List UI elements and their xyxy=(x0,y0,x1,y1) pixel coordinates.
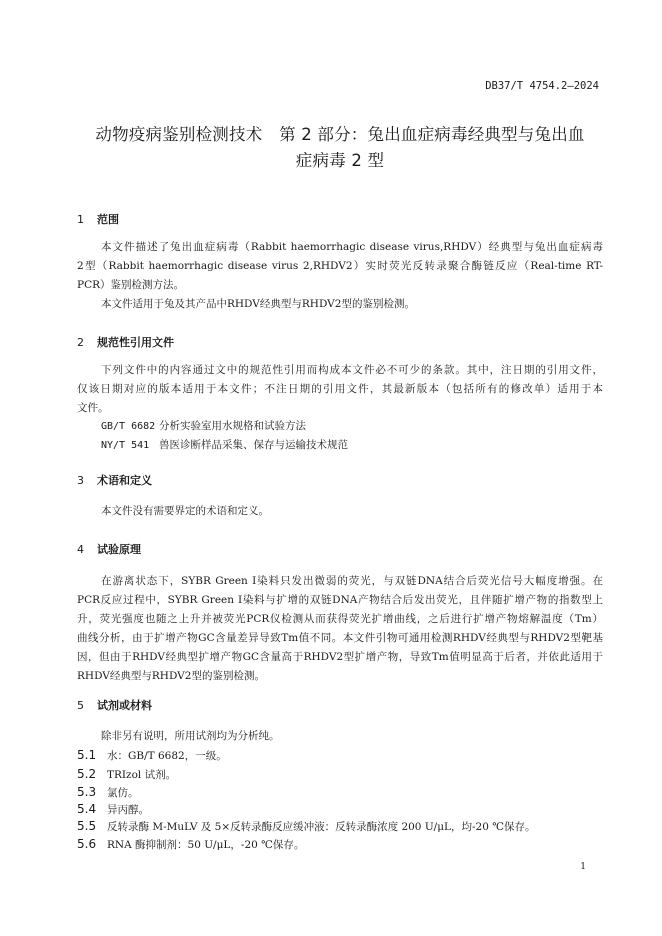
title-line-1: 动物疫病鉴别检测技术 第 2 部分：兔出血症病毒经典型与兔出血 xyxy=(95,125,585,144)
item-text: 异丙醇。 xyxy=(107,804,149,816)
paragraph-line: 下列文件中的内容通过文中的规范性引用而构成本文件必不可少的条款。其中，注日期的引用文件， xyxy=(101,364,603,376)
paragraph-line: PCR反应过程中，SYBR Green Ⅰ染料与扩增的双链DNA产物结合后发出荧光，且伴随扩增产物的指数型上 xyxy=(77,594,603,606)
reagent-item xyxy=(77,767,176,782)
section-number: 5 xyxy=(77,699,84,712)
paragraph-line: 文件。 xyxy=(77,402,109,414)
terms-paragraph xyxy=(77,502,603,521)
item-number: 5.2 xyxy=(77,767,97,781)
paragraph-line: 2型（Rabbit haemorrhagic disease virus 2,RHDV2）实时荧光反转录聚合酶链反应（Real-time RT- xyxy=(77,260,603,272)
paragraph-line: 本文件适用于兔及其产品中RHDV经典型与RHDV2型的鉴别检测。 xyxy=(101,298,415,310)
reference-title: 分析实验室用水规格和试验方法 xyxy=(159,420,306,432)
section-title: 术语和定义 xyxy=(97,474,152,487)
section-title: 试剂或材料 xyxy=(97,699,152,712)
normative-references-paragraph xyxy=(77,361,603,418)
section-2-heading xyxy=(77,334,174,350)
page-number: 1 xyxy=(580,862,586,872)
section-4-heading xyxy=(77,541,141,557)
section-number: 2 xyxy=(77,336,84,349)
reference-code: GB/T 6682 xyxy=(101,421,156,432)
reagent-item xyxy=(77,819,536,834)
reagent-item xyxy=(77,785,139,800)
section-number: 1 xyxy=(77,213,84,226)
section-title: 规范性引用文件 xyxy=(97,336,174,349)
section-title: 试验原理 xyxy=(97,543,141,556)
paragraph-line: PCR）鉴别检测方法。 xyxy=(77,279,185,291)
reference-item xyxy=(101,437,348,452)
item-text: 反转录酶 M-MuLV 及 5×反转录酶反应缓冲液：反转录酶浓度 200 U/μL，均-20 ℃保存。 xyxy=(107,821,536,833)
item-text: RNA 酶抑制剂：50 U/μL，-20 ℃保存。 xyxy=(107,839,305,851)
paragraph-line: 在游离状态下，SYBR Green Ⅰ染料只发出微弱的荧光，与双链DNA结合后荧光信号大幅度增强。在 xyxy=(101,575,603,587)
scope-paragraph xyxy=(77,238,603,314)
section-number: 3 xyxy=(77,474,84,487)
section-title: 范围 xyxy=(97,213,119,226)
section-1-heading xyxy=(77,211,119,227)
paragraph-line: 本文件描述了兔出血症病毒（Rabbit haemorrhagic disease virus,RHDV）经典型与兔出血症病毒 xyxy=(101,241,603,253)
paragraph-line: 升，荧光强度也随之上升并被荧光PCR仪检测从而获得荧光扩增曲线，之后进行扩增产物熔解温度（Tm） xyxy=(77,613,603,625)
reagent-item xyxy=(77,748,227,763)
paragraph-line: RHDV经典型与RHDV2型的鉴别检测。 xyxy=(77,670,265,682)
item-number: 5.1 xyxy=(77,748,97,762)
reference-title: 兽医诊断样品采集、保存与运输技术规范 xyxy=(159,439,348,451)
document-title xyxy=(60,122,620,174)
reagent-item xyxy=(77,837,304,852)
item-number: 5.4 xyxy=(77,802,97,816)
item-text: 水：GB/T 6682，一级。 xyxy=(107,750,227,762)
reagents-intro xyxy=(77,727,603,746)
reference-item xyxy=(101,418,306,433)
reference-code: NY/T 541 xyxy=(101,440,150,451)
paragraph-line: 除非另有说明，所用试剂均为分析纯。 xyxy=(101,730,280,742)
section-number: 4 xyxy=(77,543,84,556)
item-text: 氯仿。 xyxy=(107,787,139,799)
item-number: 5.6 xyxy=(77,837,97,851)
paragraph-line: 仅该日期对应的版本适用于本文件；不注日期的引用文件，其最新版本（包括所有的修改单）适用于本 xyxy=(77,383,603,395)
item-number: 5.5 xyxy=(77,819,97,833)
item-number: 5.3 xyxy=(77,785,97,799)
item-text: TRIzol 试剂。 xyxy=(107,769,177,781)
section-5-heading xyxy=(77,697,152,713)
paragraph-line: 曲线分析，由于扩增产物GC含量差异导致Tm值不同。本文件引物可通用检测RHDV经典型与RHDV2型靶基 xyxy=(77,632,603,644)
standard-code: DB37/T 4754.2—2024 xyxy=(485,80,599,92)
paragraph-line: 因，但由于RHDV经典型扩增产物GC含量高于RHDV2型扩增产物，导致Tm值明显高于后者，并依此适用于 xyxy=(77,651,603,663)
paragraph-line: 本文件没有需要界定的术语和定义。 xyxy=(101,505,269,517)
reagent-item xyxy=(77,802,149,817)
title-line-2: 症病毒 2 型 xyxy=(295,151,385,170)
section-3-heading xyxy=(77,472,152,488)
principle-paragraph xyxy=(77,572,603,686)
